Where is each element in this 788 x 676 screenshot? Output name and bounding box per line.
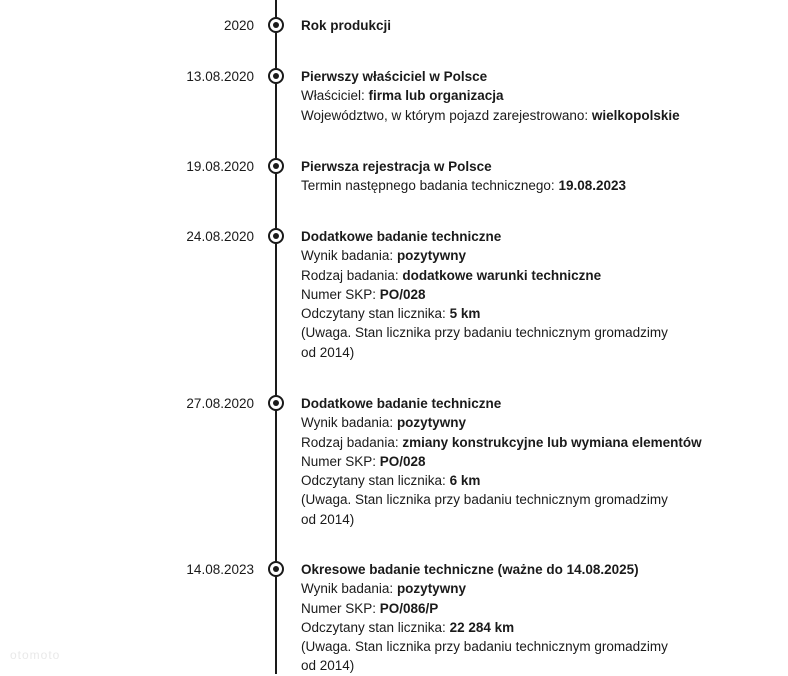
row-value: firma lub organizacja — [368, 88, 504, 104]
event-date: 14.08.2023 — [186, 562, 254, 577]
event-title: Rok produkcji — [301, 18, 392, 33]
event-title: Okresowe badanie techniczne (ważne do 14.08.2025) — [301, 562, 639, 577]
event-title: Dodatkowe badanie techniczne — [301, 396, 502, 411]
event-row — [301, 176, 781, 195]
event-row — [301, 599, 781, 618]
event-row — [301, 618, 781, 637]
timeline-dot-icon — [268, 158, 284, 174]
event-note — [301, 637, 681, 676]
event-row — [301, 471, 781, 490]
row-label: Rodzaj badania: — [301, 434, 403, 450]
event-row — [301, 266, 781, 285]
event-row — [301, 106, 781, 125]
event-title: Pierwszy właściciel w Polsce — [301, 69, 488, 84]
event-row — [301, 304, 781, 323]
event-date: 2020 — [223, 18, 254, 33]
timeline-dot-icon — [268, 561, 284, 577]
row-value: PO/028 — [379, 286, 426, 302]
event-details — [301, 67, 781, 125]
row-value: dodatkowe warunki techniczne — [402, 267, 602, 283]
timeline-dot-icon — [268, 228, 284, 244]
timeline-dot-icon — [268, 68, 284, 84]
row-label: Numer SKP: — [301, 453, 380, 469]
event-date: 24.08.2020 — [186, 229, 254, 244]
event-row — [301, 86, 781, 105]
event-row — [301, 246, 781, 265]
watermark: otomoto — [10, 648, 61, 662]
timeline-dot-icon — [268, 395, 284, 411]
note-text: (Uwaga. Stan licznika przy badaniu technicznym gromadzimy od 2014) — [301, 492, 668, 527]
row-label: Wynik badania: — [301, 415, 397, 431]
event-details — [301, 227, 781, 362]
row-label: Wynik badania: — [301, 581, 397, 597]
row-value: wielkopolskie — [591, 107, 680, 123]
row-label: Odczytany stan licznika: — [301, 306, 450, 322]
row-label: Województwo, w którym pojazd zarejestrowano: — [301, 107, 592, 123]
row-value: pozytywny — [396, 248, 466, 264]
timeline-dot-icon — [268, 17, 284, 33]
event-details — [301, 560, 781, 676]
row-label: Wynik badania: — [301, 248, 397, 264]
row-label: Odczytany stan licznika: — [301, 473, 450, 489]
row-label: Właściciel: — [301, 88, 369, 104]
row-label: Odczytany stan licznika: — [301, 619, 450, 635]
event-row — [301, 285, 781, 304]
row-label: Numer SKP: — [301, 600, 380, 616]
event-row — [301, 433, 781, 452]
event-row — [301, 413, 781, 432]
row-value: 22 284 km — [449, 619, 515, 635]
row-label: Rodzaj badania: — [301, 267, 403, 283]
note-text: (Uwaga. Stan licznika przy badaniu technicznym gromadzimy od 2014) — [301, 325, 668, 360]
row-value: 6 km — [449, 473, 481, 489]
row-value: pozytywny — [396, 415, 466, 431]
note-text: (Uwaga. Stan licznika przy badaniu technicznym gromadzimy od 2014) — [301, 639, 668, 674]
row-value: pozytywny — [396, 581, 466, 597]
row-value: zmiany konstrukcyjne lub wymiana elementów — [402, 434, 702, 450]
event-note — [301, 323, 681, 362]
event-date: 13.08.2020 — [186, 69, 254, 84]
event-title: Dodatkowe badanie techniczne — [301, 229, 502, 244]
row-value: 5 km — [449, 306, 481, 322]
row-label: Termin następnego badania technicznego: — [301, 178, 559, 194]
event-details — [301, 157, 781, 196]
event-title: Pierwsza rejestracja w Polsce — [301, 159, 492, 174]
event-row — [301, 452, 781, 471]
row-label: Numer SKP: — [301, 286, 380, 302]
row-value: 19.08.2023 — [558, 178, 627, 194]
event-note — [301, 490, 681, 529]
event-date: 27.08.2020 — [186, 396, 254, 411]
row-value: PO/028 — [379, 453, 426, 469]
event-row — [301, 579, 781, 598]
row-value: PO/086/P — [379, 600, 439, 616]
event-details — [301, 394, 781, 529]
event-date: 19.08.2020 — [186, 159, 254, 174]
event-details — [301, 16, 781, 35]
